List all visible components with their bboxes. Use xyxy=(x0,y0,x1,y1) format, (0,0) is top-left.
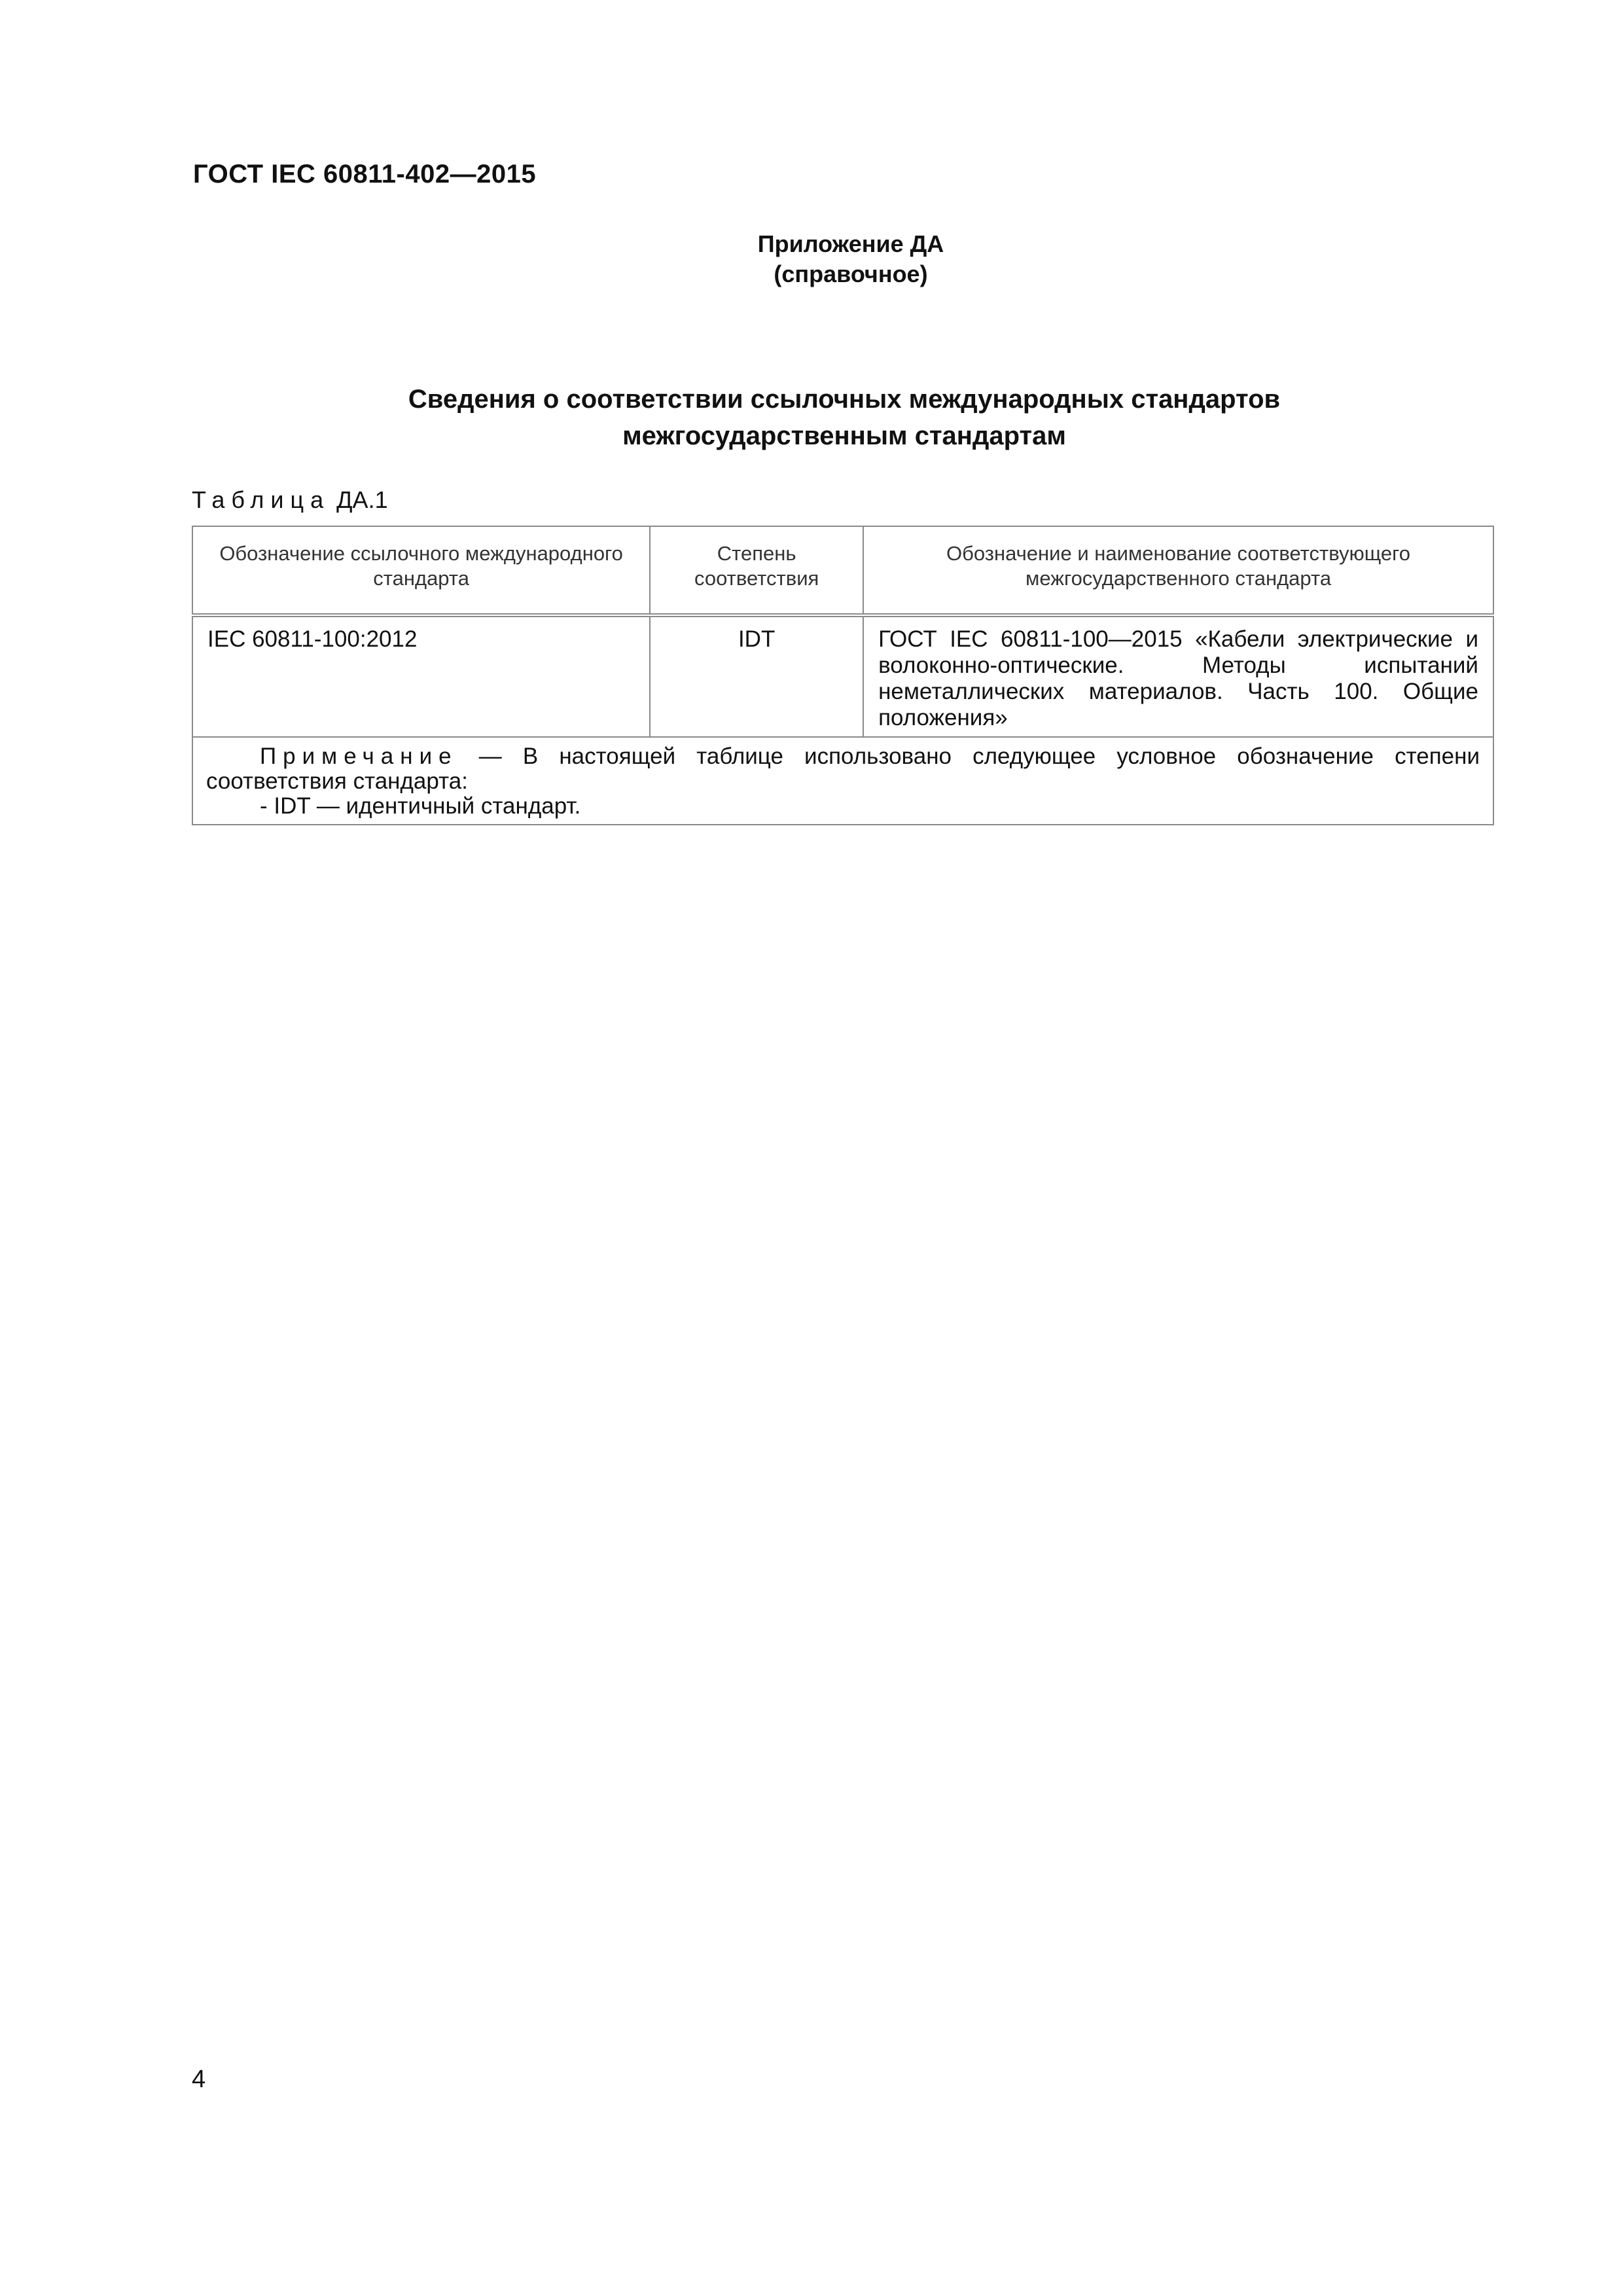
section-title-line-1: Сведения о соответствии ссылочных международных стандартов xyxy=(408,385,1281,414)
table-caption xyxy=(192,486,388,514)
table-note-row xyxy=(192,737,1493,825)
table-row xyxy=(192,615,1493,737)
note-text xyxy=(206,744,1480,794)
table-caption-number: ДА.1 xyxy=(336,486,388,513)
page-number: 4 xyxy=(192,2066,206,2093)
section-title-line-2: межгосударственным стандартам xyxy=(622,422,1066,450)
section-title xyxy=(275,381,1414,454)
column-header-interstate: Обозначение и наименование соответствующего межгосударственного стандарта xyxy=(863,526,1493,615)
appendix-title: Приложение ДА xyxy=(757,230,944,257)
note-item: - IDT — идентичный стандарт. xyxy=(260,793,581,819)
table-note xyxy=(192,737,1493,825)
correspondence-table xyxy=(192,526,1494,825)
column-header-degree: Степень соответствия xyxy=(650,526,863,615)
document-id: ГОСТ IEC 60811-402—2015 xyxy=(193,160,537,188)
cell-international-standard: IEC 60811-100:2012 xyxy=(192,615,650,737)
table-header-row xyxy=(192,526,1493,615)
appendix-kind: (справочное) xyxy=(774,260,928,287)
appendix-heading xyxy=(681,229,1021,289)
table-caption-word: Таблица xyxy=(192,486,330,513)
cell-interstate-standard: ГОСТ IEC 60811-100—2015 «Кабели электрические и волоконно-оптические. Методы испытаний неметаллических материалов. Часть 100. Общие положения» xyxy=(863,615,1493,737)
column-header-international: Обозначение ссылочного международного стандарта xyxy=(192,526,650,615)
note-body: — В настоящей таблице использовано следующее условное обозначение степени соответствия стандарта: xyxy=(206,744,1480,794)
note-label: Примечание xyxy=(260,744,458,769)
cell-degree: IDT xyxy=(650,615,863,737)
